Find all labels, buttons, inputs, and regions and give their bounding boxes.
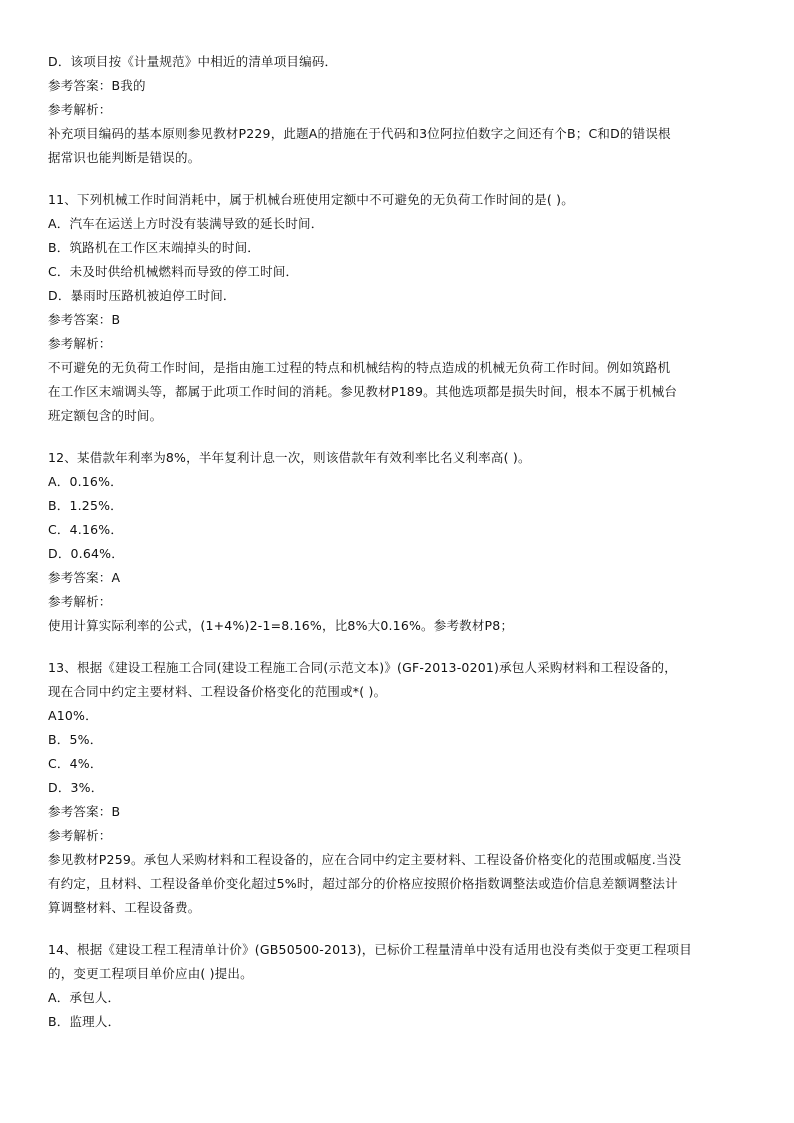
option-d: D．3%． xyxy=(48,780,104,795)
analysis-label: 参考解析： xyxy=(48,336,112,351)
question-11 xyxy=(48,188,748,428)
answer-line: 参考答案：B xyxy=(48,312,121,327)
option-b: B．5%． xyxy=(48,732,103,747)
option-c: C．4%． xyxy=(48,756,103,771)
option-a: A10%． xyxy=(48,708,98,723)
option-d: D．暴雨时压路机被迫停工时间． xyxy=(48,288,236,303)
option-d: D．0.64%． xyxy=(48,546,124,561)
question-12 xyxy=(48,446,748,638)
option-c: C．未及时供给机械燃料而导致的停工时间． xyxy=(48,264,299,279)
analysis-text: 算调整材料、工程设备费。 xyxy=(48,900,201,915)
analysis-text: 据常识也能判断是错误的。 xyxy=(48,150,201,165)
analysis-text: 参见教材P259。承包人采购材料和工程设备的，应在合同中约定主要材料、工程设备价格变化的范围或幅度.当没 xyxy=(48,852,682,867)
question-stem: 11、下列机械工作时间消耗中，属于机械台班使用定额中不可避免的无负荷工作时间的是( )。 xyxy=(48,192,574,207)
question-14 xyxy=(48,938,748,1034)
question-stem: 现在合同中约定主要材料、工程设备价格变化的范围或*( )。 xyxy=(48,684,387,699)
answer-line: 参考答案：B xyxy=(48,804,121,819)
analysis-text: 有约定，且材料、工程设备单价变化超过5%时，超过部分的价格应按照价格指数调整法或造价信息差额调整法计 xyxy=(48,876,678,891)
analysis-text: 在工作区末端调头等，都属于此项工作时间的消耗。参见教材P189。其他选项都是损失时间，根本不属于机械台 xyxy=(48,384,678,399)
document-page xyxy=(48,50,748,1034)
analysis-text: 补充项目编码的基本原则参见教材P229，此题A的措施在于代码和3位阿拉伯数字之间还有个B；C和D的错误根 xyxy=(48,126,671,141)
question-stem: 13、根据《建设工程施工合同(建设工程施工合同(示范文本)》(GF-2013-0201)承包人采购材料和工程设备的， xyxy=(48,660,677,675)
analysis-label: 参考解析： xyxy=(48,102,112,117)
option-a: A．承包人． xyxy=(48,990,121,1005)
option-c: C．4.16%． xyxy=(48,522,124,537)
analysis-text: 班定额包含的时间。 xyxy=(48,408,163,423)
question-stem: 12、某借款年利率为8%，半年复利计息一次，则该借款年有效利率比名义利率高( )。 xyxy=(48,450,531,465)
question-13 xyxy=(48,656,748,920)
option-a: A．0.16%． xyxy=(48,474,123,489)
option-d: D．该项目按《计量规范》中相近的清单项目编码． xyxy=(48,54,338,69)
analysis-text: 使用计算实际利率的公式，(1+4%)2-1=8.16%，比8%大0.16%。参考教材P8； xyxy=(48,618,514,633)
answer-line: 参考答案：B我的 xyxy=(48,78,146,93)
answer-line: 参考答案：A xyxy=(48,570,121,585)
option-a: A．汽车在运送上方时没有装满导致的延长时间． xyxy=(48,216,324,231)
question-stem: 14、根据《建设工程工程清单计价》(GB50500-2013)，已标价工程量清单中没有适用也没有类似于变更工程项目 xyxy=(48,942,692,957)
analysis-text: 不可避免的无负荷工作时间，是指由施工过程的特点和机械结构的特点造成的机械无负荷工作时间。例如筑路机 xyxy=(48,360,671,375)
analysis-label: 参考解析： xyxy=(48,594,112,609)
question-10-tail xyxy=(48,50,748,170)
option-b: B．筑路机在工作区末端掉头的时间． xyxy=(48,240,260,255)
question-stem: 的，变更工程项目单价应由( )提出。 xyxy=(48,966,253,981)
option-b: B．1.25%． xyxy=(48,498,123,513)
option-b: B．监理人． xyxy=(48,1014,121,1029)
analysis-label: 参考解析： xyxy=(48,828,112,843)
